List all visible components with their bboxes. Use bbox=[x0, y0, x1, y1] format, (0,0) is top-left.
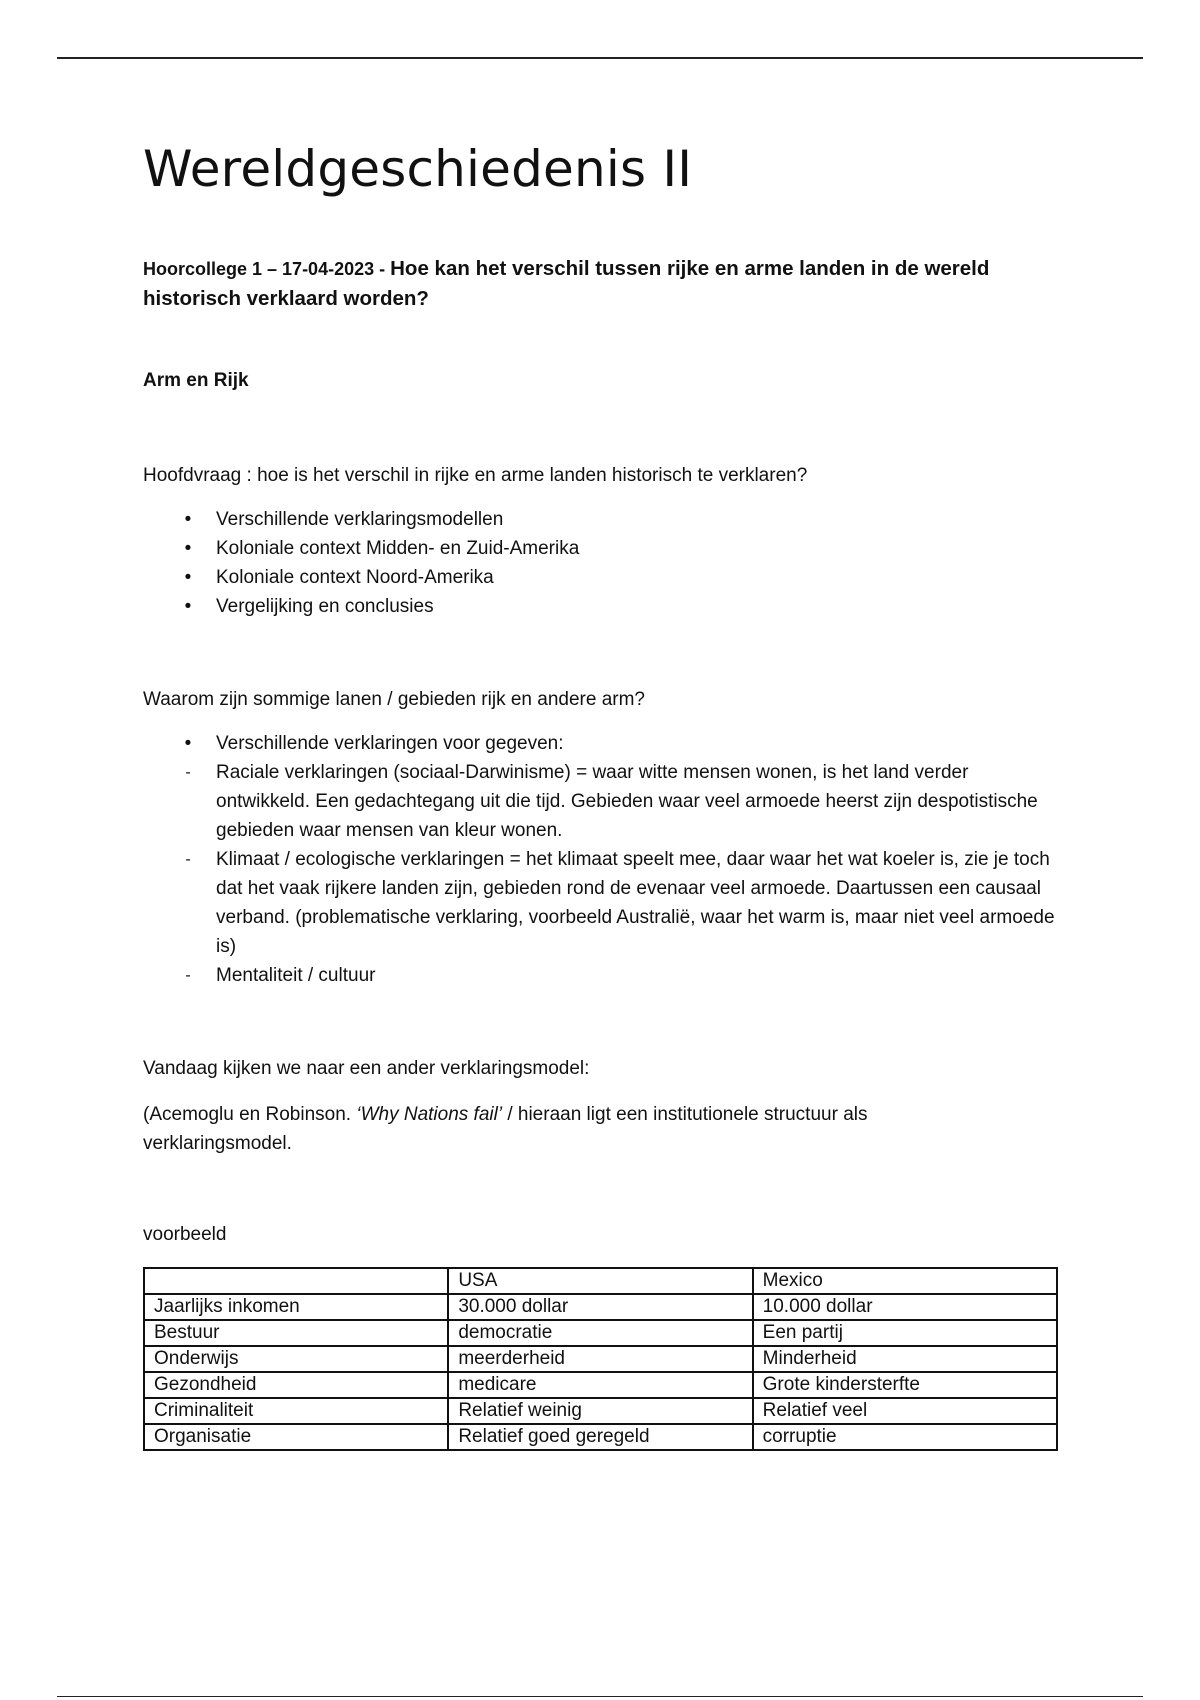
bullet-icon: • bbox=[184, 538, 192, 559]
table-row bbox=[144, 1398, 1057, 1424]
lecture-question: Hoe kan het verschil tussen rijke en arme landen in de wereld historisch verklaard worden? bbox=[143, 257, 990, 310]
example-label: voorbeeld bbox=[143, 1224, 227, 1245]
outline-list bbox=[143, 505, 1063, 621]
bullet-icon: • bbox=[184, 509, 192, 530]
list-item: • Koloniale context Midden- en Zuid-Amerika bbox=[143, 534, 1063, 563]
header-rule bbox=[57, 57, 1143, 59]
table-cell: Gezondheid bbox=[144, 1372, 448, 1398]
table-cell: Bestuur bbox=[144, 1320, 448, 1346]
table-cell: Relatief veel bbox=[753, 1398, 1057, 1424]
document-title: Wereldgeschiedenis II bbox=[143, 140, 693, 198]
list-item: • Vergelijking en conclusies bbox=[143, 592, 1063, 621]
table-cell: democratie bbox=[448, 1320, 752, 1346]
table-header-row bbox=[144, 1268, 1057, 1294]
footer-rule bbox=[57, 1696, 1143, 1697]
table-cell: Organisatie bbox=[144, 1424, 448, 1450]
dash-icon: - bbox=[185, 967, 191, 984]
table-cell: USA bbox=[448, 1268, 752, 1294]
table-cell: Onderwijs bbox=[144, 1346, 448, 1372]
dash-icon: - bbox=[185, 851, 191, 868]
bullet-icon: • bbox=[184, 596, 192, 617]
list-item: - Raciale verklaringen (sociaal-Darwinisme) = waar witte mensen wonen, is het land verder ontwikkeld. Een gedachtegang uit die tijd. Gebieden waar veel armoede heerst zijn despotistische gebieden waar mensen van kleur wonen. bbox=[143, 758, 1063, 845]
table-cell: 30.000 dollar bbox=[448, 1294, 752, 1320]
table-row bbox=[144, 1346, 1057, 1372]
list-item: - Mentaliteit / cultuur bbox=[143, 961, 1063, 990]
table-cell: Jaarlijks inkomen bbox=[144, 1294, 448, 1320]
explanations-list bbox=[143, 729, 1063, 990]
book-title: ‘Why Nations fail’ bbox=[356, 1104, 503, 1125]
table-cell: Een partij bbox=[753, 1320, 1057, 1346]
lecture-date: Hoorcollege 1 – 17-04-2023 - bbox=[143, 259, 391, 279]
table-cell: Relatief goed geregeld bbox=[448, 1424, 752, 1450]
table-cell: Criminaliteit bbox=[144, 1398, 448, 1424]
table-row bbox=[144, 1294, 1057, 1320]
table-cell: 10.000 dollar bbox=[753, 1294, 1057, 1320]
table-cell: Grote kindersterfte bbox=[753, 1372, 1057, 1398]
table-row bbox=[144, 1424, 1057, 1450]
list-item: • Verschillende verklaringen voor gegeven: bbox=[143, 729, 1063, 758]
table-cell: meerderheid bbox=[448, 1346, 752, 1372]
table-cell: medicare bbox=[448, 1372, 752, 1398]
bullet-icon: • bbox=[184, 733, 192, 754]
bullet-icon: • bbox=[184, 567, 192, 588]
list-item: • Koloniale context Noord-Amerika bbox=[143, 563, 1063, 592]
table-cell: corruptie bbox=[753, 1424, 1057, 1450]
table-cell: Minderheid bbox=[753, 1346, 1057, 1372]
section-heading: Arm en Rijk bbox=[143, 370, 249, 391]
comparison-table bbox=[143, 1267, 1058, 1451]
main-question: Hoofdvraag : hoe is het verschil in rijke en arme landen historisch te verklaren? bbox=[143, 465, 808, 486]
list-item: - Klimaat / ecologische verklaringen = het klimaat speelt mee, daar waar het wat koeler is, zie je toch dat het vaak rijkere landen zijn, gebieden rond de evenaar veel armoede. Daartussen een causaal verband. (problematische verklaring, voorbeeld Australië, waar het warm is, maar niet veel armoede is) bbox=[143, 845, 1063, 961]
acemoglu-paragraph: (Acemoglu en Robinson. ‘Why Nations fail’ / hieraan ligt een institutionele structuur als verklaringsmodel. bbox=[143, 1104, 868, 1154]
table-cell: Mexico bbox=[753, 1268, 1057, 1294]
lecture-subtitle bbox=[143, 254, 1043, 313]
list-item: • Verschillende verklaringsmodellen bbox=[143, 505, 1063, 534]
today-intro: Vandaag kijken we naar een ander verklaringsmodel: bbox=[143, 1058, 590, 1079]
table-cell: Relatief weinig bbox=[448, 1398, 752, 1424]
table-row bbox=[144, 1372, 1057, 1398]
table-row bbox=[144, 1320, 1057, 1346]
dash-icon: - bbox=[185, 764, 191, 781]
table-cell bbox=[144, 1268, 448, 1294]
why-question: Waarom zijn sommige lanen / gebieden rijk en andere arm? bbox=[143, 689, 645, 710]
